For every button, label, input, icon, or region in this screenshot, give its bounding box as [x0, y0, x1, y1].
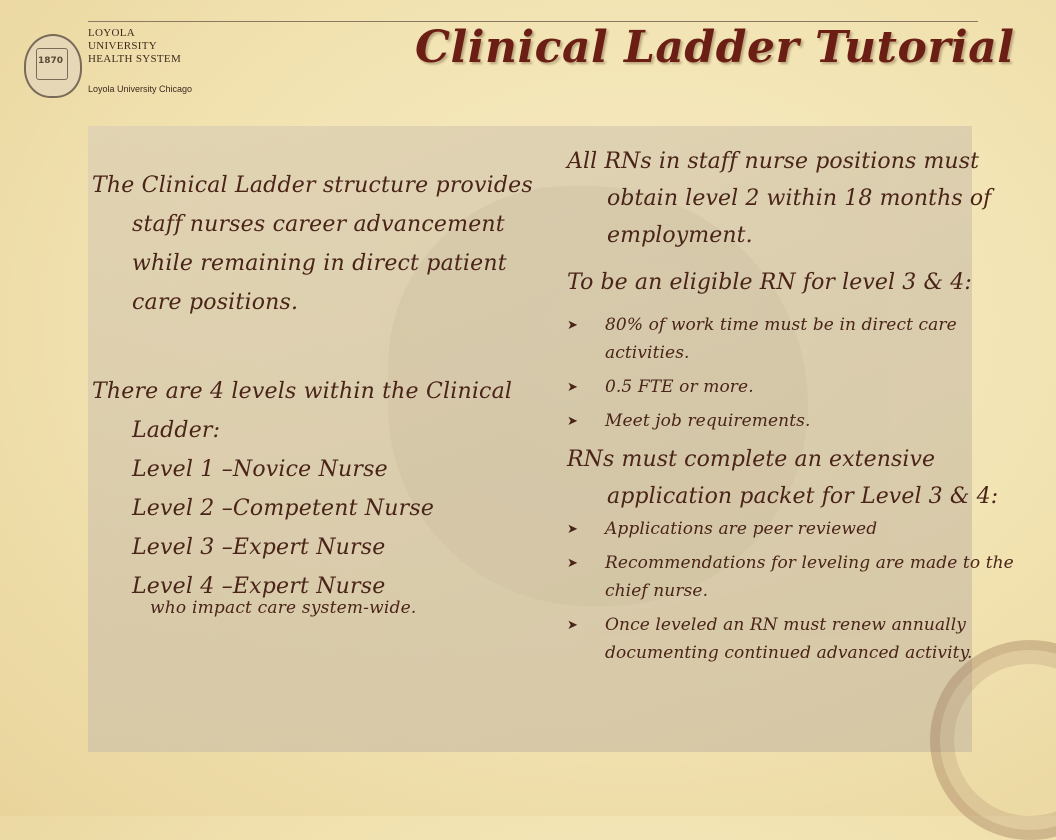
application-heading: RNs must complete an extensive application packet for Level 3 & 4: — [567, 447, 999, 509]
requirement-paragraph: All RNs in staff nurse positions must obtain level 2 within 18 months of employment. — [567, 149, 992, 248]
application-list — [567, 515, 1037, 667]
level-3: Level 3 –Expert Nurse — [132, 535, 386, 560]
university-seal-logo — [24, 34, 82, 98]
organization-subtitle: Loyola University Chicago — [88, 84, 193, 94]
level-4: Level 4 –Expert Nurse — [132, 574, 386, 599]
arrowhead-bullet-icon: ➤ — [567, 380, 578, 395]
org-line-1: LOYOLA — [88, 27, 136, 39]
level-2: Level 2 –Competent Nurse — [132, 496, 435, 521]
intro-paragraph: The Clinical Ladder structure provides staff nurses career advancement while remaining in direct patient care positions. — [92, 173, 533, 315]
arrowhead-bullet-icon: ➤ — [567, 318, 578, 333]
list-item — [567, 407, 1037, 435]
eligibility-list — [567, 311, 1037, 435]
left-column — [92, 166, 542, 619]
organization-name — [88, 27, 181, 66]
arrowhead-bullet-icon: ➤ — [567, 618, 578, 633]
level-1: Level 1 –Novice Nurse — [132, 457, 388, 482]
org-line-2: UNIVERSITY — [88, 40, 157, 52]
list-item-text: Once leveled an RN must renew annually documenting continued advanced activity. — [605, 615, 973, 663]
seal-year: 1870 — [38, 56, 64, 66]
right-column — [567, 143, 1037, 673]
org-line-3: HEALTH SYSTEM — [88, 53, 182, 65]
list-item — [567, 549, 1037, 605]
list-item-text: Meet job requirements. — [605, 411, 811, 431]
eligibility-heading: To be an eligible RN for level 3 & 4: — [567, 270, 972, 295]
list-item-text: 0.5 FTE or more. — [605, 377, 754, 397]
list-item-text: Applications are peer reviewed — [605, 519, 878, 539]
level-4-note: who impact care system-wide. — [150, 598, 417, 618]
list-item — [567, 515, 1037, 543]
list-item-text: Recommendations for leveling are made to the chief nurse. — [605, 553, 1014, 601]
levels-intro: There are 4 levels within the Clinical Ladder: — [92, 379, 513, 443]
arrowhead-bullet-icon: ➤ — [567, 414, 578, 429]
arrowhead-bullet-icon: ➤ — [567, 522, 578, 537]
arrowhead-bullet-icon: ➤ — [567, 556, 578, 571]
list-item — [567, 373, 1037, 401]
list-item — [567, 611, 1037, 667]
slide-title: Clinical Ladder Tutorial — [415, 22, 1015, 73]
list-item-text: 80% of work time must be in direct care activities. — [605, 315, 957, 363]
list-item — [567, 311, 1037, 367]
spacer — [92, 322, 542, 372]
